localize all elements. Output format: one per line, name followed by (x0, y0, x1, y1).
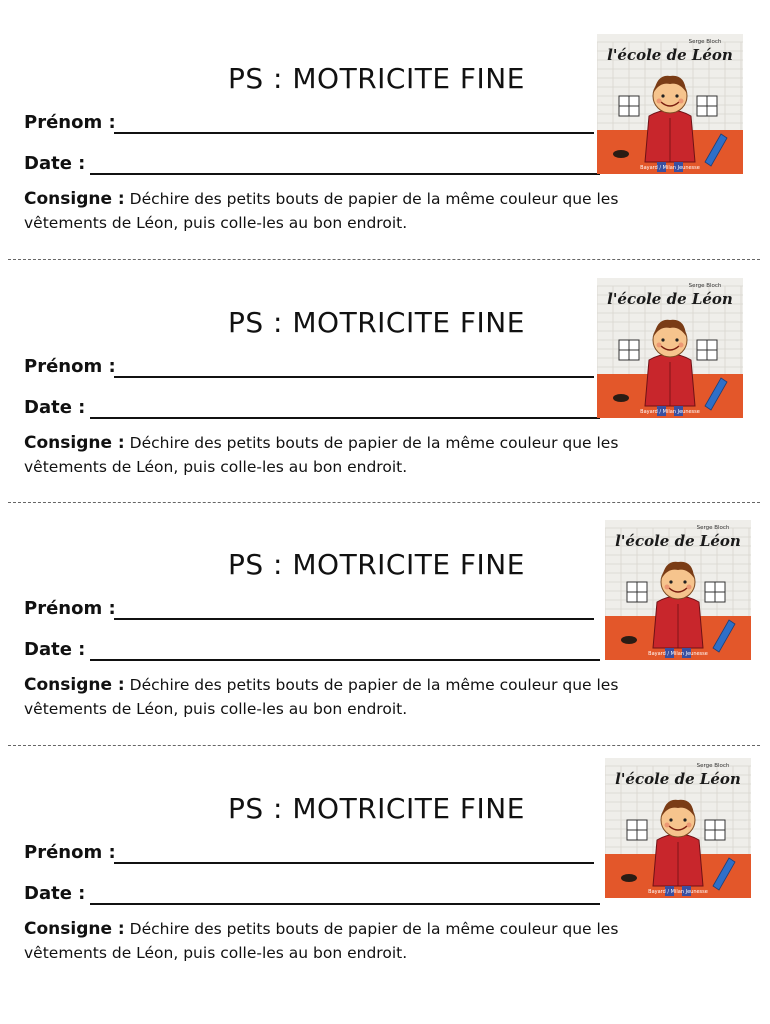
cut-line-1 (8, 259, 760, 260)
svg-text:Bayard / Milan Jeunesse: Bayard / Milan Jeunesse (640, 165, 700, 171)
date-field (24, 397, 85, 418)
svg-text:l'école de Léon: l'école de Léon (607, 46, 733, 64)
consigne-text: Déchire des petits bouts de papier de la même couleur que les vêtements de Léon, puis colle-les au bon endroit. (24, 434, 619, 476)
date-label: Date : (24, 639, 86, 660)
card-title: PS : MOTRICITE FINE (228, 792, 525, 825)
book-cover-illustration (597, 34, 743, 174)
worksheet-card-3 (0, 526, 770, 766)
svg-text:Serge Bloch: Serge Bloch (688, 39, 722, 45)
prenom-field (24, 598, 116, 619)
consigne-text: Déchire des petits bouts de papier de la même couleur que les vêtements de Léon, puis colle-les au bon endroit. (24, 190, 619, 232)
prenom-label: Prénom : (24, 356, 116, 377)
prenom-label: Prénom : (24, 112, 116, 133)
worksheet-card-2 (0, 284, 770, 524)
consigne (24, 673, 704, 721)
svg-text:l'école de Léon: l'école de Léon (615, 770, 741, 788)
card-title: PS : MOTRICITE FINE (228, 62, 525, 95)
svg-text:Bayard / Milan Jeunesse: Bayard / Milan Jeunesse (648, 651, 708, 657)
prenom-field (24, 356, 116, 377)
card-title: PS : MOTRICITE FINE (228, 548, 525, 581)
date-field (24, 153, 85, 174)
book-cover (605, 758, 751, 898)
consigne-label: Consigne : (24, 919, 125, 939)
svg-text:Serge Bloch: Serge Bloch (696, 525, 730, 531)
consigne-label: Consigne : (24, 189, 125, 209)
date-label: Date : (24, 883, 86, 904)
prenom-label: Prénom : (24, 842, 116, 863)
prenom-line[interactable] (114, 618, 594, 620)
card-title: PS : MOTRICITE FINE (228, 306, 525, 339)
book-cover-illustration (605, 758, 751, 898)
consigne-text: Déchire des petits bouts de papier de la même couleur que les vêtements de Léon, puis colle-les au bon endroit. (24, 920, 619, 962)
prenom-line[interactable] (114, 132, 594, 134)
cut-line-3 (8, 745, 760, 746)
consigne (24, 187, 704, 235)
worksheet-card-4 (0, 763, 770, 1010)
prenom-field (24, 842, 116, 863)
svg-text:l'école de Léon: l'école de Léon (607, 290, 733, 308)
date-field (24, 639, 85, 660)
consigne (24, 917, 704, 965)
svg-text:l'école de Léon: l'école de Léon (615, 532, 741, 550)
consigne (24, 431, 704, 479)
date-line[interactable] (90, 173, 600, 175)
date-field (24, 883, 85, 904)
consigne-text: Déchire des petits bouts de papier de la même couleur que les vêtements de Léon, puis colle-les au bon endroit. (24, 676, 619, 718)
svg-text:Serge Bloch: Serge Bloch (696, 763, 730, 769)
date-label: Date : (24, 397, 86, 418)
svg-text:Bayard / Milan Jeunesse: Bayard / Milan Jeunesse (648, 889, 708, 895)
date-line[interactable] (90, 903, 600, 905)
book-cover (597, 278, 743, 418)
cut-line-2 (8, 502, 760, 503)
prenom-line[interactable] (114, 862, 594, 864)
prenom-field (24, 112, 116, 133)
book-cover (605, 520, 751, 660)
prenom-label: Prénom : (24, 598, 116, 619)
date-line[interactable] (90, 659, 600, 661)
date-label: Date : (24, 153, 86, 174)
consigne-label: Consigne : (24, 433, 125, 453)
svg-text:Serge Bloch: Serge Bloch (688, 283, 722, 289)
book-cover (597, 34, 743, 174)
worksheet-card-1 (0, 40, 770, 280)
book-cover-illustration (597, 278, 743, 418)
book-cover-illustration (605, 520, 751, 660)
date-line[interactable] (90, 417, 600, 419)
consigne-label: Consigne : (24, 675, 125, 695)
svg-text:Bayard / Milan Jeunesse: Bayard / Milan Jeunesse (640, 409, 700, 415)
prenom-line[interactable] (114, 376, 594, 378)
